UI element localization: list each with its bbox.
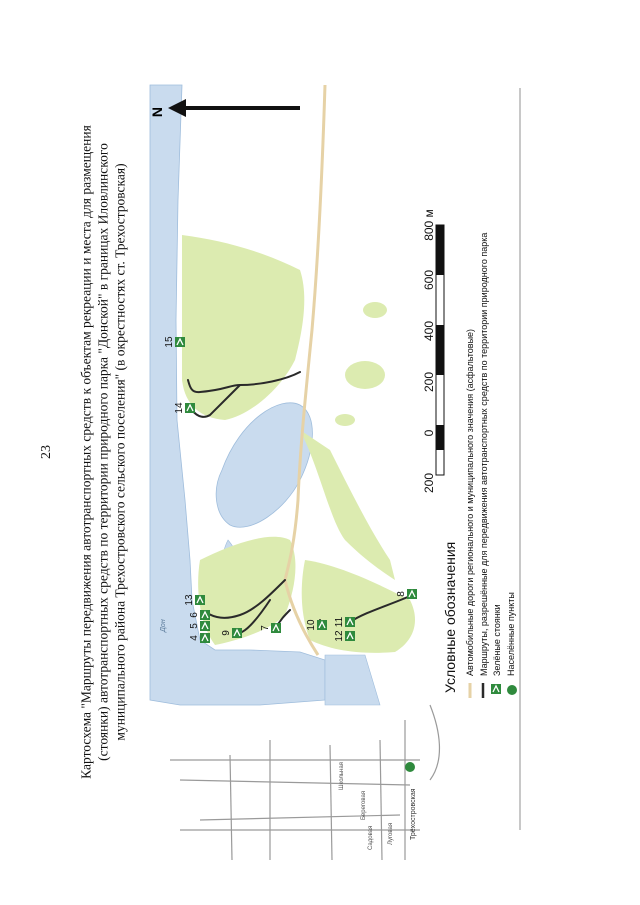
street-line [230, 755, 232, 860]
street-label: Береговая [361, 790, 367, 820]
parking-label: 10 [306, 619, 317, 631]
parking-marker [174, 402, 195, 414]
river-label: Дон [160, 619, 167, 632]
parking-marker [334, 630, 355, 642]
river-mouth [325, 655, 380, 705]
parking-label: 15 [164, 336, 175, 348]
scale-segment [436, 425, 444, 450]
street-label: Садовая [368, 825, 374, 850]
legend-route-label: Маршруты, разрешённые для передвижения автотранспортных средств по территории природного парка [479, 232, 489, 676]
parking-label: 11 [334, 616, 345, 628]
scale-tick-label: 0 [422, 429, 436, 437]
page-number: 23 [39, 445, 54, 459]
street-line [200, 815, 400, 820]
scale-tick-label: 800 м [422, 209, 436, 241]
scale-tick-label: 200 [422, 472, 436, 494]
scale-bar [422, 209, 444, 493]
legend-settlement-swatch [507, 685, 517, 695]
street-line [380, 740, 382, 860]
scale-tick-label: 200 [422, 371, 436, 393]
street-label: Луговая [388, 822, 394, 845]
settlement-streets [170, 705, 439, 860]
parking-label: 14 [174, 402, 185, 414]
street-line [330, 745, 332, 860]
settlement-label: Трёхостровская [410, 788, 417, 840]
parking-label: 7 [260, 625, 271, 631]
legend-road-label: Автомобильные дороги регионального и муниципального значения (асфальтовые) [465, 328, 475, 676]
legend-parking-label: Зелёные стоянки [492, 604, 502, 676]
parking-label: 5 [189, 623, 200, 629]
green-strip [300, 430, 395, 580]
parking-marker [164, 336, 185, 348]
legend [442, 233, 517, 698]
parking-marker [396, 589, 417, 599]
parking-label: 13 [184, 594, 195, 606]
settlement-marker [405, 762, 415, 772]
green-patch-2 [363, 302, 387, 318]
street-label: Школьная [339, 762, 345, 790]
street-line [180, 780, 410, 785]
parking-label: 8 [396, 591, 407, 597]
scale-tick-label: 600 [422, 269, 436, 291]
green-area-south [302, 560, 415, 653]
north-label: N [149, 106, 165, 118]
map-title-line-2: (стоянки) автотранспортных средств по территории природного парка "Донской" в границах Иловлинского [95, 143, 111, 761]
parking-label: 9 [221, 630, 232, 636]
scale-segment [436, 225, 444, 275]
legend-settlement-label: Населённые пункты [506, 592, 516, 676]
scale-segment [436, 325, 444, 375]
green-patch-4 [253, 306, 277, 324]
legend-title: Условные обозначения [442, 541, 458, 693]
green-patch-3 [335, 414, 355, 426]
street-labels [339, 762, 394, 850]
legend-parking-swatch [491, 684, 501, 694]
parking-label: 4 [189, 635, 200, 641]
green-patch-1 [345, 361, 385, 389]
parking-marker [306, 619, 327, 631]
parking-label: 6 [189, 612, 200, 618]
map-title-line-3: муниципального района Трехостровского сельского поселения" (в окрестностях ст. Трехостровская) [112, 163, 128, 741]
parking-marker [334, 616, 355, 627]
parking-marker [184, 594, 205, 606]
parking-label: 12 [334, 630, 345, 642]
street-line [430, 705, 439, 780]
scale-tick-label: 400 [422, 320, 436, 342]
map-title-line-1: Картосхема "Маршруты передвижения автотранспортных средств к объектам рекреации и места для размещения [78, 125, 94, 779]
